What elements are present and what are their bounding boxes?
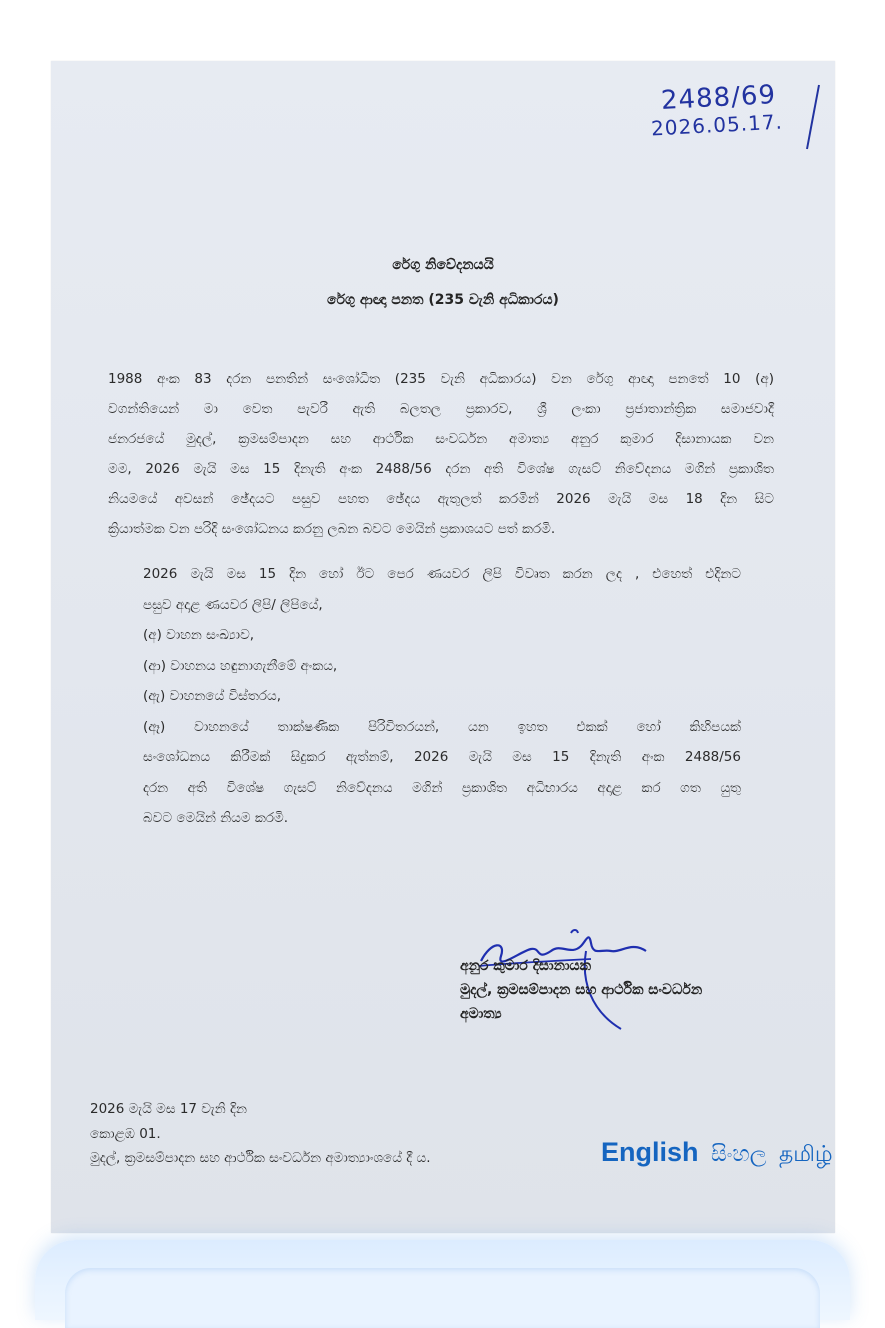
reference-date: 2026.05.17. [650, 109, 784, 141]
notice-body [108, 364, 774, 544]
clause-line: බවට මෙයින් නියම කරමි. [143, 810, 288, 826]
body-line: ක්‍රියාත්මක වන පරිදි සංශෝධනය කරනු ලබන බවට මෙයින් ප්‍රකාශයට පත් කරමි. [108, 521, 556, 537]
bottom-panel-inner [65, 1268, 820, 1328]
handwritten-reference [650, 80, 821, 153]
amendment-clause [143, 559, 741, 834]
signatory-block [460, 954, 830, 1026]
body-line: 1988 අංක 83 දරන පනතින් සංශෝධිත (235 වැනි අධිකාරය) වන රේගු ආඥා පනතේ 10 (අ) [108, 371, 774, 387]
body-line: නියමයේ අවසන් ඡේදයට පසුව පහත ඡේදය ඇතුලත් කරමින් 2026 මැයි මස 18 දින සිට [108, 491, 774, 507]
reference-number: 2488/69 [660, 80, 777, 116]
footer-place: කොළඹ 01. [90, 1125, 161, 1142]
signatory-title: අමාත්‍ය [460, 1006, 502, 1022]
clause-line: (ආ) වාහනය හඳුනාගැනීමේ අංකය, [143, 657, 338, 674]
gazette-document [51, 61, 835, 1233]
clause-line: (අ) වාහන සංඛ්‍යාව, [143, 627, 255, 643]
notice-heading: රේගු නිවේදනයයි [392, 257, 494, 273]
clause-line: (ඈ) වාහනයේ තාක්ෂණික පිරිවිතරයන්, යන ඉහත එකක් හෝ කිහිපයක් [143, 718, 741, 735]
body-line: වගන්තියෙන් මා වෙත පැවරී ඇති බලතල ප්‍රකාරව, ශ්‍රී ලංකා ප්‍රජාතාන්ත්‍රික සමාජවාදී [108, 401, 774, 417]
signatory-title: මුදල්, ක්‍රමසම්පාදන සහ ආර්ථික සංවර්ධන [460, 982, 703, 998]
body-line: ජනරජයේ මුදල්, ක්‍රමසම්පාදන සහ ආර්ථික සංවර්ධන අමාත්‍ය අනුර කුමාර දිසානායක වන [108, 431, 774, 447]
body-line: මම, 2026 මැයි මස 15 දිනැති අංක 2488/56 දරන අති විශේෂ ගැසට් නිවේදනය මගින් ප්‍රකාශිත [108, 461, 774, 477]
language-english-link[interactable]: English [601, 1137, 699, 1167]
clause-line: (ඇ) වාහනයේ විස්තරය, [143, 688, 281, 704]
language-tamil-link[interactable]: தமிழ் [778, 1141, 833, 1166]
footer-office: මුදල්, ක්‍රමසම්පාදන සහ ආර්ථික සංවර්ධන අමාත්‍යාංශයේ දී ය. [90, 1150, 431, 1166]
signatory-name: අනුර කුමාර දිසානායක [460, 958, 591, 974]
clause-line: දරන අති විශේෂ ගැසට් නිවේදනය මගින් ප්‍රකාශිත අධිභාරය අදාළ කර ගත යුතු [143, 779, 741, 796]
language-sinhala-link[interactable]: සිංහල [710, 1141, 767, 1166]
clause-line: 2026 මැයි මස 15 දින හෝ ඊට පෙර ණයවර ලිපි විවෘත කරන ලද , එහෙත් එදිනට [143, 566, 741, 582]
bottom-panel [35, 1240, 850, 1320]
pen-stroke-icon [801, 83, 821, 153]
clause-line: පසුව අදාළ ණයවර ලිපි/ ලිපියේ, [143, 596, 323, 613]
document-footer [90, 1097, 590, 1171]
language-switcher [601, 1137, 833, 1170]
notice-subheading: රේගු ආඥා පනත (235 වැනි අධිකාරය) [327, 292, 559, 308]
footer-date: 2026 මැයි මස 17 වැනි දින [90, 1101, 247, 1117]
clause-line: සංශෝධනය කිරීමක් සිදුකර ඇත්නම්, 2026 මැයි මස 15 දිනැති අංක 2488/56 [143, 749, 741, 765]
